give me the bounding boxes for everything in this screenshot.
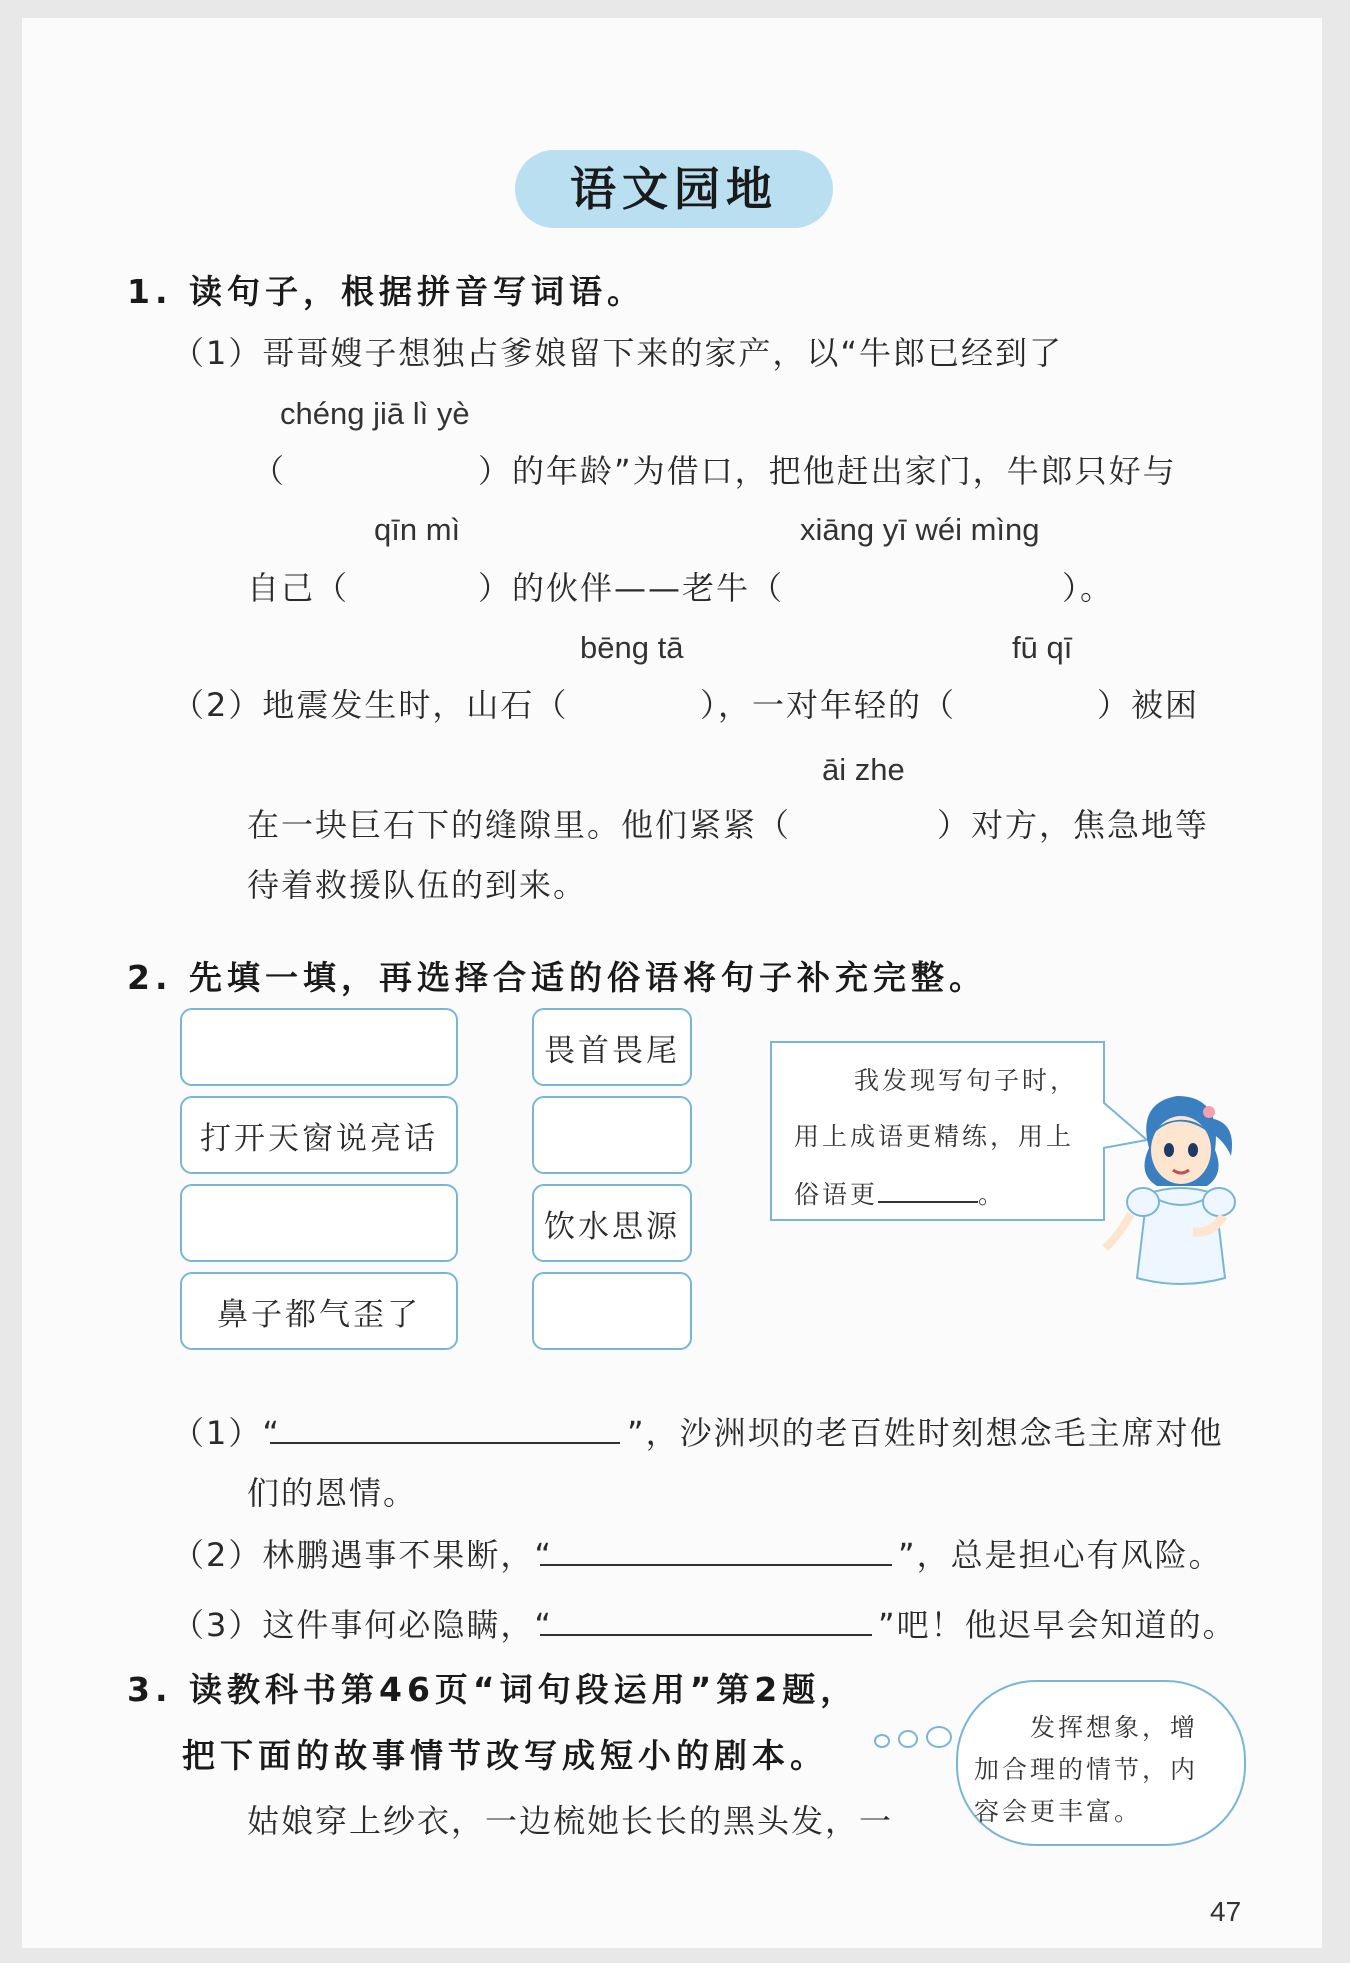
section-title: 语文园地 [515,150,833,228]
callout-line1: 我发现写句子时， [854,1066,1079,1095]
pinyin-xiangyiweiming: xiāng yī wéi mìng [800,512,1040,547]
q1-p2-line3: 待着救援队伍的到来。 [247,866,588,904]
q3-heading-line1: 3. 读教科书第46页“词句段运用”第2题， [127,1670,859,1709]
thought-line2: 加合理的情节，内 [974,1755,1199,1784]
thought-bubble-dot-3 [926,1726,952,1748]
thought-bubble [956,1680,1246,1846]
thought-bubble-dot-1 [874,1734,890,1748]
speech-callout [770,1041,1105,1221]
q2-s1-blank[interactable] [270,1416,620,1444]
callout-blank[interactable] [878,1175,978,1203]
pinyin-bengta: bēng tā [580,630,684,665]
q3-heading-line2: 把下面的故事情节改写成短小的剧本。 [182,1736,828,1775]
thought-line3: 容会更丰富。 [974,1797,1143,1826]
thought-line1: 发挥想象，增 [1030,1713,1199,1742]
pinyin-fuqi: fū qī [1012,630,1073,665]
q1-p1-line2-open: （ [252,452,287,490]
q2-s3-a: （3）这件事何必隐瞒，“ [172,1606,553,1644]
pinyin-chengjialiye: chéng jiā lì yè [280,396,470,431]
girl-illustration [1097,1078,1257,1298]
q1-p1-line3-b: ）的伙伴——老牛（ [478,569,785,607]
idiom-box-right-2[interactable] [532,1096,692,1174]
q2-s3-blank[interactable] [540,1608,872,1636]
q2-s3-b: ”吧！他迟早会知道的。 [878,1606,1237,1644]
idiom-box-right-3[interactable]: 饮水思源 [532,1184,692,1262]
q2-s2-b: ”，总是担心有风险。 [898,1536,1223,1574]
q2-heading: 2. 先填一填，再选择合适的俗语将句子补充完整。 [127,958,987,997]
idiom-box-right-1[interactable]: 畏首畏尾 [532,1008,692,1086]
pinyin-aizhe: āi zhe [822,752,905,787]
pinyin-qinmi: qīn mì [374,512,461,547]
workbook-page [22,18,1322,1948]
q1-p1-line2-rest: ）的年龄”为借口，把他赶出家门，牛郎只好与 [478,452,1177,490]
q1-p1-line3-a: 自己（ [247,569,350,607]
thought-bubble-dot-2 [898,1730,918,1748]
q1-p2-line1-c: ）被困 [1097,686,1200,724]
q1-p2-line2-b: ）对方，焦急地等 [937,806,1210,844]
q1-p2-line1-a: （2）地震发生时，山石（ [172,686,569,724]
callout-line2: 用上成语更精练，用上 [794,1122,1075,1151]
q1-p2-line2-a: 在一块巨石下的缝隙里。他们紧紧（ [247,806,792,844]
q3-body: 姑娘穿上纱衣，一边梳她长长的黑头发，一 [247,1802,894,1840]
q1-p1-line1: （1）哥哥嫂子想独占爹娘留下来的家产，以“牛郎已经到了 [172,334,1063,372]
idiom-box-right-4[interactable] [532,1272,692,1350]
q2-s2-a: （2）林鹏遇事不果断，“ [172,1536,553,1574]
q1-p1-line3-c: ）。 [1062,569,1115,607]
idiom-box-left-3[interactable] [180,1184,458,1262]
callout-line3 [794,1175,1006,1211]
q2-s1-c: 们的恩情。 [247,1474,418,1512]
idiom-box-left-1[interactable] [180,1008,458,1086]
q1-p2-line1-b: ），一对年轻的（ [700,686,957,724]
idiom-box-left-2[interactable]: 打开天窗说亮话 [180,1096,458,1174]
callout-line3-end: 。 [978,1180,1007,1209]
callout-line3-text: 俗语更 [794,1180,879,1209]
idiom-box-left-4[interactable]: 鼻子都气歪了 [180,1272,458,1350]
page-number: 47 [1210,1896,1242,1927]
q2-s1-a: （1）“ [172,1414,281,1452]
q2-s1-b: ”，沙洲坝的老百姓时刻想念毛主席对他 [627,1414,1224,1452]
q2-s2-blank[interactable] [540,1538,892,1566]
q1-heading: 1. 读句子，根据拼音写词语。 [127,272,645,311]
